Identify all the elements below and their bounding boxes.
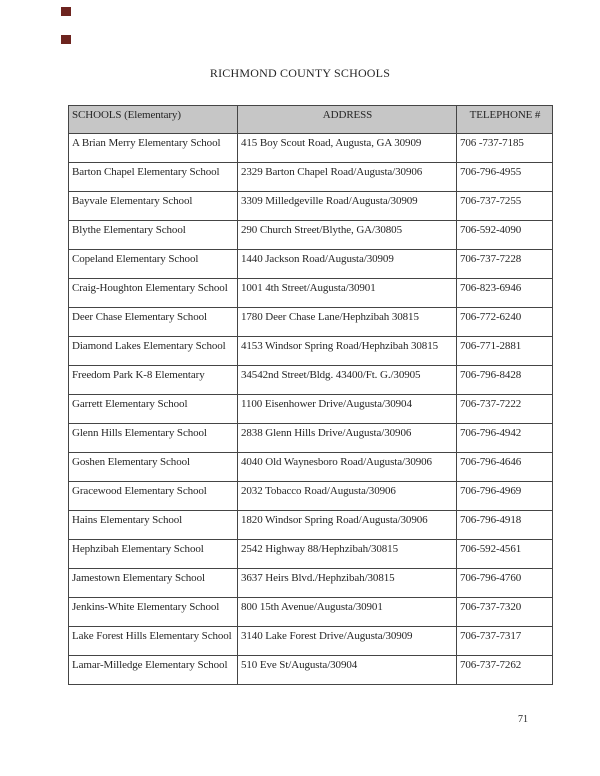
table-row <box>69 598 553 627</box>
school-name-cell: Bayvale Elementary School <box>69 192 238 221</box>
telephone-cell: 706-772-6240 <box>457 308 553 337</box>
school-name-cell: Hains Elementary School <box>69 511 238 540</box>
school-name-cell: Blythe Elementary School <box>69 221 238 250</box>
table-row <box>69 569 553 598</box>
school-name-cell: Copeland Elementary School <box>69 250 238 279</box>
telephone-cell: 706-796-4918 <box>457 511 553 540</box>
telephone-cell: 706-737-7262 <box>457 656 553 685</box>
address-cell: 1001 4th Street/Augusta/30901 <box>238 279 457 308</box>
telephone-cell: 706-737-7255 <box>457 192 553 221</box>
telephone-cell: 706-796-4969 <box>457 482 553 511</box>
table-row <box>69 337 553 366</box>
school-name-cell: Barton Chapel Elementary School <box>69 163 238 192</box>
school-name-cell: Hephzibah Elementary School <box>69 540 238 569</box>
address-cell: 800 15th Avenue/Augusta/30901 <box>238 598 457 627</box>
telephone-cell: 706-796-4646 <box>457 453 553 482</box>
address-cell: 4040 Old Waynesboro Road/Augusta/30906 <box>238 453 457 482</box>
address-cell: 4153 Windsor Spring Road/Hephzibah 30815 <box>238 337 457 366</box>
school-name-cell: Craig-Houghton Elementary School <box>69 279 238 308</box>
school-name-cell: Diamond Lakes Elementary School <box>69 337 238 366</box>
telephone-cell: 706-737-7222 <box>457 395 553 424</box>
address-cell: 34542nd Street/Bldg. 43400/Ft. G./30905 <box>238 366 457 395</box>
telephone-cell: 706-796-4955 <box>457 163 553 192</box>
telephone-cell: 706-592-4561 <box>457 540 553 569</box>
telephone-cell: 706-796-8428 <box>457 366 553 395</box>
table-row <box>69 627 553 656</box>
table-row <box>69 656 553 685</box>
telephone-cell: 706 -737-7185 <box>457 134 553 163</box>
column-header-telephone: TELEPHONE # <box>457 106 553 134</box>
school-name-cell: Goshen Elementary School <box>69 453 238 482</box>
address-cell: 3637 Heirs Blvd./Hephzibah/30815 <box>238 569 457 598</box>
address-cell: 2032 Tobacco Road/Augusta/30906 <box>238 482 457 511</box>
telephone-cell: 706-737-7320 <box>457 598 553 627</box>
address-cell: 415 Boy Scout Road, Augusta, GA 30909 <box>238 134 457 163</box>
telephone-cell: 706-796-4942 <box>457 424 553 453</box>
school-name-cell: Freedom Park K-8 Elementary <box>69 366 238 395</box>
telephone-cell: 706-796-4760 <box>457 569 553 598</box>
address-cell: 290 Church Street/Blythe, GA/30805 <box>238 221 457 250</box>
page-number: 71 <box>518 714 528 725</box>
address-cell: 2329 Barton Chapel Road/Augusta/30906 <box>238 163 457 192</box>
address-cell: 2838 Glenn Hills Drive/Augusta/30906 <box>238 424 457 453</box>
table-row <box>69 134 553 163</box>
school-name-cell: Glenn Hills Elementary School <box>69 424 238 453</box>
table-header-row <box>69 106 553 134</box>
table-row <box>69 482 553 511</box>
table-row <box>69 308 553 337</box>
margin-mark-icon <box>61 7 71 16</box>
table-row <box>69 192 553 221</box>
address-cell: 1780 Deer Chase Lane/Hephzibah 30815 <box>238 308 457 337</box>
table-row <box>69 453 553 482</box>
table-row <box>69 221 553 250</box>
telephone-cell: 706-737-7317 <box>457 627 553 656</box>
page-title: RICHMOND COUNTY SCHOOLS <box>209 66 391 80</box>
address-cell: 1440 Jackson Road/Augusta/30909 <box>238 250 457 279</box>
school-name-cell: Jamestown Elementary School <box>69 569 238 598</box>
school-name-cell: Garrett Elementary School <box>69 395 238 424</box>
address-cell: 1820 Windsor Spring Road/Augusta/30906 <box>238 511 457 540</box>
table-row <box>69 279 553 308</box>
schools-table <box>68 105 553 685</box>
school-name-cell: Gracewood Elementary School <box>69 482 238 511</box>
margin-mark-icon <box>61 35 71 44</box>
table-row <box>69 511 553 540</box>
table-row <box>69 424 553 453</box>
table-row <box>69 250 553 279</box>
address-cell: 510 Eve St/Augusta/30904 <box>238 656 457 685</box>
school-name-cell: Lake Forest Hills Elementary School <box>69 627 238 656</box>
telephone-cell: 706-823-6946 <box>457 279 553 308</box>
telephone-cell: 706-592-4090 <box>457 221 553 250</box>
table-row <box>69 366 553 395</box>
address-cell: 1100 Eisenhower Drive/Augusta/30904 <box>238 395 457 424</box>
address-cell: 3140 Lake Forest Drive/Augusta/30909 <box>238 627 457 656</box>
table-row <box>69 540 553 569</box>
address-cell: 2542 Highway 88/Hephzibah/30815 <box>238 540 457 569</box>
telephone-cell: 706-737-7228 <box>457 250 553 279</box>
column-header-schools: SCHOOLS (Elementary) <box>69 106 238 134</box>
telephone-cell: 706-771-2881 <box>457 337 553 366</box>
school-name-cell: A Brian Merry Elementary School <box>69 134 238 163</box>
address-cell: 3309 Milledgeville Road/Augusta/30909 <box>238 192 457 221</box>
table-row <box>69 163 553 192</box>
school-name-cell: Jenkins-White Elementary School <box>69 598 238 627</box>
school-name-cell: Deer Chase Elementary School <box>69 308 238 337</box>
table-row <box>69 395 553 424</box>
column-header-address: ADDRESS <box>238 106 457 134</box>
school-name-cell: Lamar-Milledge Elementary School <box>69 656 238 685</box>
